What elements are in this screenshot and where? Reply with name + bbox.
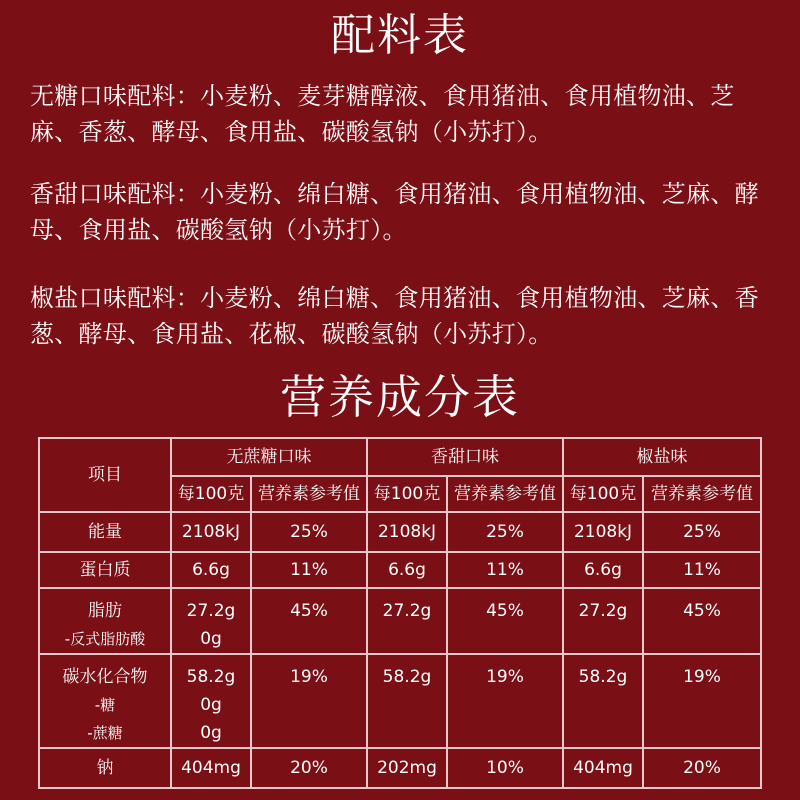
sugar-label: -糖 [94,696,116,714]
row-label: 蛋白质 [39,552,171,588]
cell: 11% [447,552,563,588]
item-header: 项目 [39,438,171,512]
cell: 10% [447,748,563,788]
cell: 45% [643,588,761,654]
cell: 6.6g [367,552,447,588]
table-row [39,512,761,552]
sucrose-label: -蔗糖 [87,724,123,742]
cell: 404mg [171,748,251,788]
cell: 19% [643,654,761,748]
nrv-header: 营养素参考值 [251,476,367,512]
carb-value: 58.2g [186,667,236,687]
cell: 404mg [563,748,643,788]
fat-value: 27.2g [186,601,236,621]
carb-label: 碳水化合物 [62,667,148,687]
flavor-header-no-sugar: 无蔗糖口味 [171,438,367,476]
cell: 20% [643,748,761,788]
fat-label: 脂肪 [88,601,122,621]
cell: 19% [251,654,367,748]
cell: 2108kJ [367,512,447,552]
cell: 58.2g [563,654,643,748]
cell: 27.2g [367,588,447,654]
sugar-value: 0g [200,695,222,715]
table-row [39,588,761,654]
cell: 25% [447,512,563,552]
table-row [39,748,761,788]
cell [171,654,251,748]
cell: 6.6g [171,552,251,588]
ingredients-title: 配料表 [331,10,469,61]
per100-header: 每100克 [171,476,251,512]
cell: 19% [447,654,563,748]
row-label: 能量 [39,512,171,552]
cell: 2108kJ [563,512,643,552]
nrv-header: 营养素参考值 [447,476,563,512]
ingredients-pepper-salt: 椒盐口味配料：小麦粉、绵白糖、食用猪油、食用植物油、芝麻、香葱、酵母、食用盐、花椒、碳酸氢钠（小苏打）。 [30,284,759,348]
cell: 58.2g [367,654,447,748]
cell: 20% [251,748,367,788]
flavor-header-sweet: 香甜口味 [367,438,563,476]
per100-header: 每100克 [563,476,643,512]
cell: 25% [643,512,761,552]
flavor-header-pepper-salt: 椒盐味 [563,438,761,476]
cell: 45% [251,588,367,654]
cell: 11% [643,552,761,588]
cell: 2108kJ [171,512,251,552]
cell: 45% [447,588,563,654]
trans-fat-value: 0g [200,629,222,649]
nutrition-table [38,437,762,789]
row-label [39,588,171,654]
per100-header: 每100克 [367,476,447,512]
row-label [39,654,171,748]
trans-fat-label: -反式脂肪酸 [64,630,146,648]
sucrose-value: 0g [200,723,222,743]
cell: 27.2g [563,588,643,654]
table-row [39,654,761,748]
cell: 202mg [367,748,447,788]
cell [171,588,251,654]
row-label: 钠 [39,748,171,788]
table-row [39,552,761,588]
cell: 11% [251,552,367,588]
nutrition-title: 营养成分表 [280,370,520,424]
cell: 25% [251,512,367,552]
ingredients-no-sugar: 无糖口味配料：小麦粉、麦芽糖醇液、食用猪油、食用植物油、芝麻、香葱、酵母、食用盐、碳酸氢钠（小苏打）。 [30,82,735,146]
cell: 6.6g [563,552,643,588]
nrv-header: 营养素参考值 [643,476,761,512]
ingredients-sweet: 香甜口味配料：小麦粉、绵白糖、食用猪油、食用植物油、芝麻、酵母、食用盐、碳酸氢钠（小苏打）。 [30,180,759,244]
